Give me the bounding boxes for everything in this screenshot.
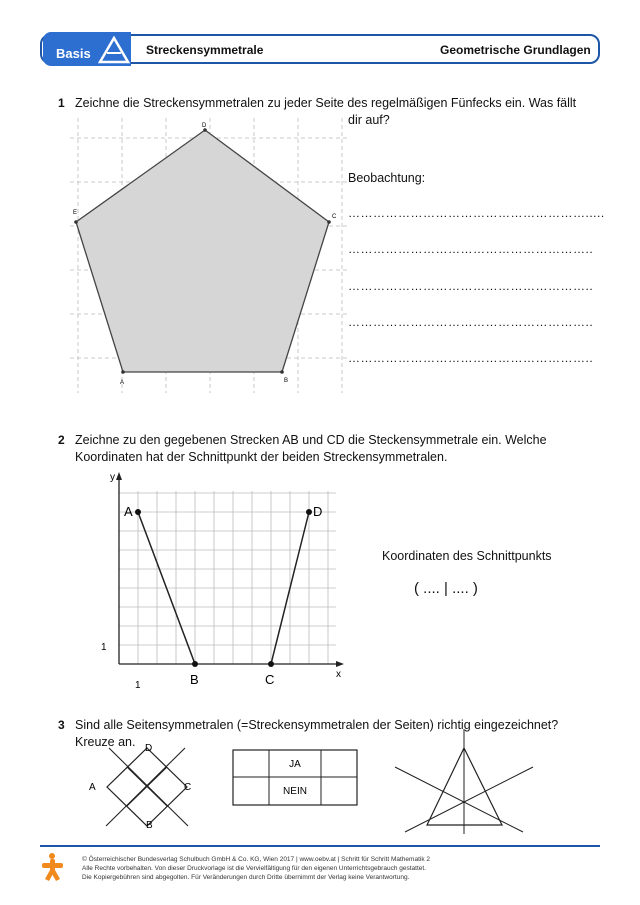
x-axis-label: x: [336, 669, 341, 680]
answer-line-5[interactable]: …………………………………………………..: [348, 351, 594, 365]
answer-line-3[interactable]: …………………………………………………..: [348, 279, 594, 293]
axes: [116, 472, 344, 667]
square-label-b: B: [146, 820, 153, 831]
vertex-b: B: [284, 378, 289, 384]
footer-line-1: © Österreichischer Bundesverlag Schulbuch GmbH & Co. KG, Wien 2017 | www.oebv.at | Schritt für Schritt Mathematik 2: [82, 856, 430, 863]
table-nein: NEIN: [283, 786, 307, 797]
square-label-c: C: [184, 782, 192, 793]
x-tick-1: 1: [135, 680, 141, 691]
triangle-logo-icon: [98, 36, 130, 64]
checkbox-nein[interactable]: [233, 777, 269, 805]
triangle-figure: [390, 722, 540, 837]
logo-text: Basis: [56, 46, 91, 61]
answer-table: [232, 749, 358, 807]
coord-answer[interactable]: ( .... | .... ): [414, 580, 478, 597]
task2-text-line2: Koordinaten hat der Schnittpunkt der beiden Streckensymmetralen.: [75, 450, 448, 464]
task3-text-line1: Sind alle Seitensymmetralen (=Streckensymmetralen der Seiten) richtig eingezeichnet?: [75, 718, 559, 732]
answer-line-4[interactable]: …………………………………………………..: [348, 315, 594, 329]
coordinate-grid: [100, 466, 350, 691]
y-tick-1: 1: [101, 642, 107, 653]
answer-line-2[interactable]: …………………………………………………..: [348, 242, 594, 256]
answer-line-1[interactable]: ………………………………………………….....: [348, 206, 605, 220]
section-title: Geometrische Grundlagen: [440, 43, 591, 57]
y-axis-label: y: [110, 472, 115, 483]
checkbox-ja[interactable]: [233, 750, 269, 777]
table-ja: JA: [289, 759, 301, 770]
point-c-label: C: [265, 672, 275, 687]
publisher-logo-icon: [40, 852, 66, 882]
grid-lines: [119, 491, 336, 664]
page-title: Streckensymmetrale: [146, 43, 264, 57]
square-label-d: D: [145, 743, 153, 754]
vertex-c: C: [332, 214, 337, 220]
task3-number: 3: [58, 718, 65, 732]
task2-number: 2: [58, 433, 65, 447]
pentagon: [76, 130, 329, 372]
coord-label: Koordinaten des Schnittpunkts: [382, 549, 552, 563]
vertex-a: A: [120, 380, 125, 386]
observation-label: Beobachtung:: [348, 171, 426, 185]
task1-text-line1: Zeichne die Streckensymmetralen zu jeder Seite des regelmäßigen Fünfecks ein. Was fällt: [75, 96, 577, 110]
task1-text-line2: dir auf?: [348, 113, 390, 127]
footer-line-2: Alle Rechte vorbehalten. Von dieser Druckvorlage ist die Vervielfältigung für den eigenen Unterrichtsgebrauch gestattet.: [82, 865, 426, 872]
task1-number: 1: [58, 96, 65, 110]
pentagon-figure: [70, 118, 350, 398]
task3-text-line2: Kreuze an.: [75, 735, 136, 749]
square-label-a: A: [89, 782, 96, 793]
vertex-d: D: [202, 123, 207, 129]
footer-line-3: Die Kopiergebühren sind abgegolten. Für Veränderungen durch Dritte übernimmt der Verlag keine Verantwortung.: [82, 874, 410, 881]
point-d-label: D: [313, 504, 323, 519]
point-a-label: A: [124, 504, 133, 519]
footer-line: [40, 845, 600, 847]
point-b-label: B: [190, 672, 199, 687]
task2-text-line1: Zeichne zu den gegebenen Strecken AB und CD die Steckensymmetrale ein. Welche: [75, 433, 547, 447]
footer-copyright: [82, 855, 430, 882]
vertex-e: E: [73, 210, 78, 216]
square-figure: [85, 740, 205, 835]
